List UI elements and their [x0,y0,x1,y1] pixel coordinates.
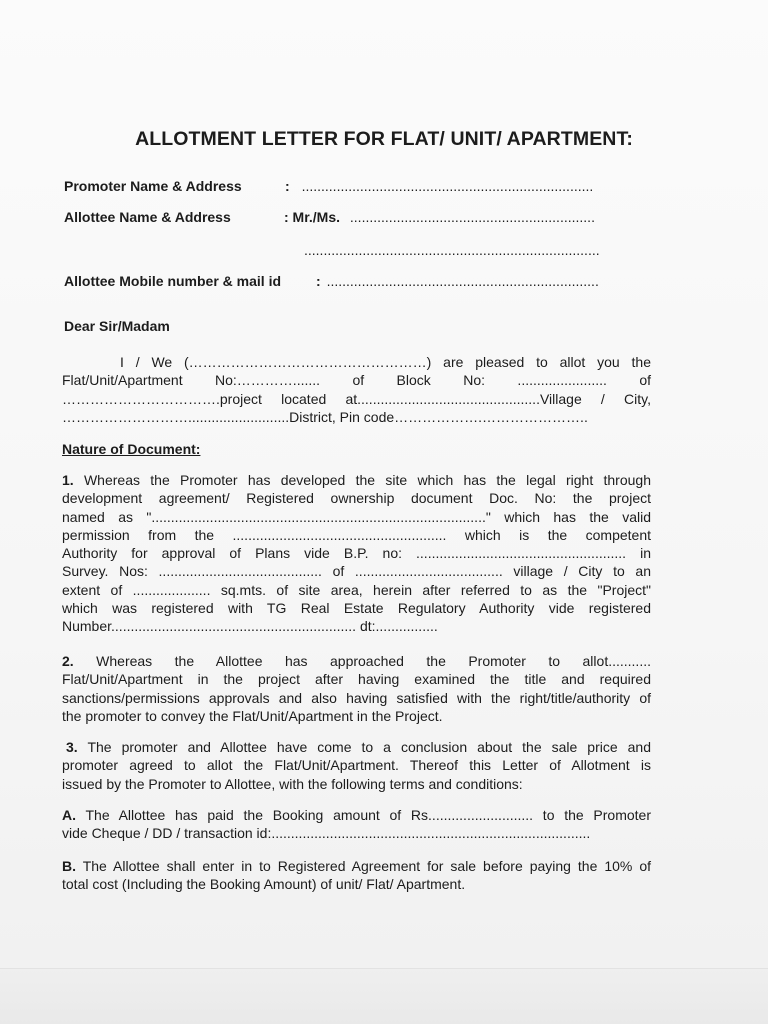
promoter-sep: : [285,178,290,194]
paraB-line: total cost (Including the Booking Amount) of unit/ Flat/ Apartment. [62,876,466,893]
document-title: ALLOTMENT LETTER FOR FLAT/ UNIT/ APARTMENT: [135,128,633,150]
paragraph-2 [62,652,651,725]
mobile-value [316,273,599,289]
para2-number: 2. [62,653,74,669]
para3-text: The promoter and Allottee have come to a conclusion about the sale price and [77,739,651,755]
paraA-number: A. [62,807,76,823]
promoter-blank: ........................................................................... [301,178,594,194]
paragraph-b [62,857,651,894]
para1-line: development agreement/ Registered ownership document Doc. No: the project [62,490,651,507]
allottee-blank-line2 [304,242,600,258]
mobile-field [64,273,281,289]
para1-number: 1. [62,472,74,488]
intro-line: I / We (……………………………………………) are pleased to allot you the [120,354,651,370]
paragraph-a [62,806,651,843]
para1-line: Authority for approval of Plans vide B.P. no: ...................................................... in [62,545,651,562]
para2-text: Whereas the Allottee has approached the Promoter to allot........... [73,653,651,669]
paraB-number: B. [62,858,76,874]
allottee-field [64,209,231,225]
para1-text: Whereas the Promoter has developed the site which has the legal right through [73,472,651,488]
paraB-text: The Allottee shall enter in to Registered Agreement for sale before paying the 10% of [76,858,651,874]
mobile-label: Allottee Mobile number & mail id [64,273,282,289]
mobile-sep: : [316,273,321,289]
paraB-line [62,857,651,875]
paragraph-1 [62,471,651,636]
promoter-value [285,178,593,194]
paragraph-3 [62,738,651,793]
allottee-sep: : Mr./Ms. [284,209,341,225]
para1-line: permission from the ....................................................... which is the competent [62,526,651,543]
para3-line: promoter agreed to allot the Flat/Unit/Apartment. Thereof this Letter of Allotment is [62,757,651,774]
allottee-blank-2: ............................................................................ [304,242,600,258]
para2-line [62,652,651,670]
intro-line: ………………………..........................District, Pin code……………….………………….. [62,408,588,425]
allottee-blank: ............................................................... [349,209,595,225]
paraA-text: The Allottee has paid the Booking amount of Rs........................... to the Promoter [76,807,651,823]
page-bottom-shadow [0,968,768,1024]
promoter-label: Promoter Name & Address [64,178,242,194]
para1-line: Survey. Nos: .......................................... of ...................................... village / City to an [62,563,651,580]
para1-line [62,471,651,489]
para1-line: named as "......................................................................................" which has the valid [62,508,651,525]
intro-paragraph [62,353,651,426]
allottee-label: Allottee Name & Address [64,209,231,225]
nature-heading: Nature of Document: [62,441,201,457]
paraA-line: vide Cheque / DD / transaction id:.................................................................................. [62,825,591,842]
promoter-field [64,178,242,194]
para1-line: Number............................................................... dt:................ [62,618,438,635]
para2-line: sanctions/permissions approvals and also having satisfied with the right/title/authority of [62,689,651,706]
salutation: Dear Sir/Madam [64,318,170,334]
para2-line: Flat/Unit/Apartment in the project after having examined the title and required [62,671,651,688]
para1-line: which was registered with TG Real Estate Regulatory Authority vide registered [62,600,651,617]
para3-number: 3. [66,739,78,755]
para3-line: issued by the Promoter to Allottee, with the following terms and conditions: [62,775,523,792]
para2-line: the promoter to convey the Flat/Unit/Apartment in the Project. [62,707,443,724]
mobile-blank: ...................................................................... [326,273,599,289]
para1-line: extent of .................... sq.mts. of site area, herein after referred to as the "Project" [62,581,651,598]
paraA-line [62,806,651,824]
allottee-value [284,209,595,225]
intro-line: Flat/Unit/Apartment No:…………....... of Block No: ....................... of [62,372,651,389]
intro-line: …………………………….project located at...............................................Village / City, [62,390,651,407]
para3-line [62,738,651,756]
